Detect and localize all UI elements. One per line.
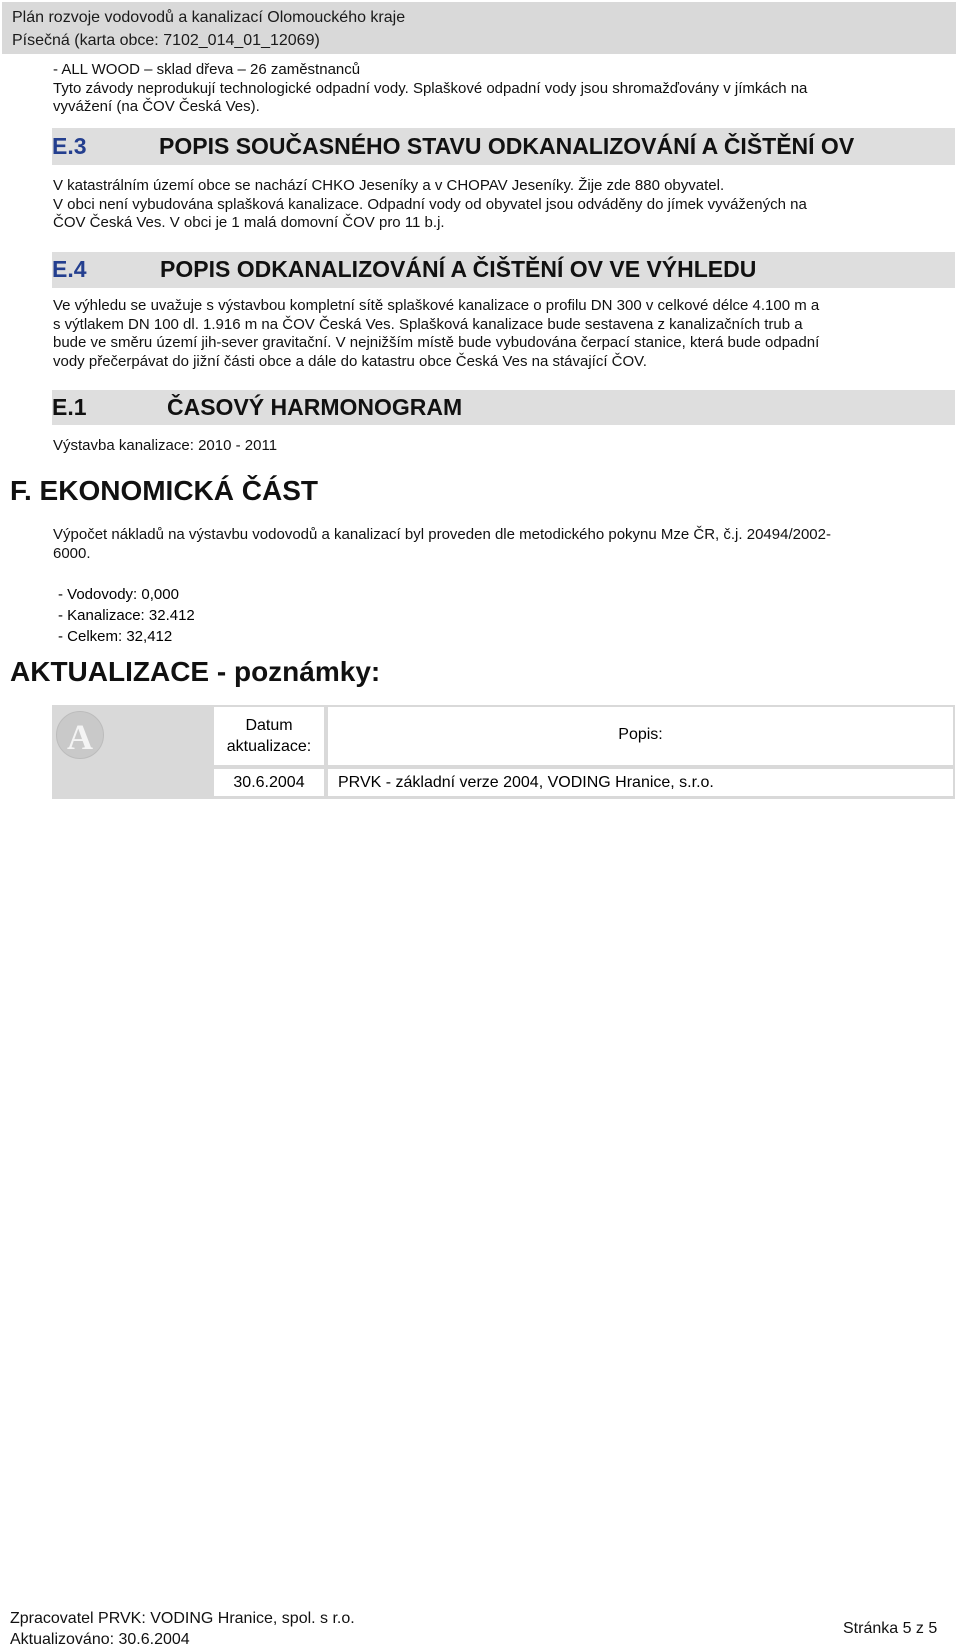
text-line: 6000. bbox=[53, 544, 91, 562]
page-header bbox=[2, 2, 956, 54]
text-line: ČOV Česká Ves. V obci je 1 malá domovní ČOV pro 11 b.j. bbox=[53, 214, 445, 231]
description-cell bbox=[328, 769, 953, 796]
date-cell: 30.6.2004 bbox=[214, 769, 324, 796]
intro-paragraph bbox=[53, 61, 807, 117]
text-line: - ALL WOOD – sklad dřeva – 26 zaměstnanců bbox=[53, 61, 361, 78]
date-header-line: Datum bbox=[245, 717, 293, 734]
section-title: ČASOVÝ HARMONOGRAM bbox=[167, 394, 463, 420]
list-item: - Celkem: 32,412 bbox=[58, 628, 173, 645]
text-line: Ve výhledu se uvažuje s výstavbou kompletní sítě splaškové kanalizace o profilu DN 300 v celkové délce 4.100 m a bbox=[53, 297, 820, 314]
description-text: PRVK - základní verze 2004, VODING Hranice, s.r.o. bbox=[338, 774, 714, 791]
section-e3-body bbox=[53, 177, 807, 233]
section-e1-heading bbox=[52, 390, 955, 425]
text-line: Výpočet nákladů na výstavbu vodovodů a kanalizací byl proveden dle metodického pokynu Mze ČR, č.j. 20494/2002- bbox=[53, 526, 831, 543]
section-e3-heading bbox=[52, 128, 955, 165]
logo-letter: A bbox=[67, 717, 93, 757]
section-f-body bbox=[53, 526, 831, 563]
list-item: - Vodovody: 0,000 bbox=[58, 586, 179, 603]
footer-updated: Aktualizováno: 30.6.2004 bbox=[10, 1631, 190, 1648]
text-line: bude ve směru území jih-sever gravitační. V nejnižším místě bude vybudována čerpací stanice, která bude odpadní bbox=[53, 334, 820, 351]
updates-title: AKTUALIZACE - poznámky: bbox=[10, 656, 381, 687]
section-number: E.4 bbox=[52, 256, 87, 282]
header-subtitle: Písečná (karta obce: 7102_014_01_12069) bbox=[12, 32, 320, 49]
date-header-line: aktualizace: bbox=[226, 738, 312, 755]
header-title: Plán rozvoje vodovodů a kanalizací Olomouckého kraje bbox=[12, 9, 406, 26]
section-number: E.3 bbox=[52, 133, 87, 159]
text-line: V katastrálním území obce se nachází CHKO Jeseníky a v CHOPAV Jeseníky. Žije zde 880 obyvatel. bbox=[53, 177, 725, 194]
section-e1-body bbox=[53, 437, 277, 456]
text-line: vody přečerpávat do jižní části obce a dále do katastru obce Česká Ves na stávající ČOV. bbox=[53, 352, 647, 370]
section-title: POPIS SOUČASNÉHO STAVU ODKANALIZOVÁNÍ A ČIŠTĚNÍ OV bbox=[159, 133, 855, 159]
section-title: POPIS ODKANALIZOVÁNÍ A ČIŠTĚNÍ OV VE VÝHLEDU bbox=[160, 256, 757, 282]
text-line: s výtlakem DN 100 dl. 1.916 m na ČOV Česká Ves. Splašková kanalizace bude sestavena z kanalizačních trub a bbox=[53, 315, 803, 333]
section-f-title: F. EKONOMICKÁ ČÁST bbox=[10, 475, 318, 506]
section-number: E.1 bbox=[52, 394, 87, 420]
description-header-label: Popis: bbox=[618, 726, 663, 743]
text-line: vyvážení (na ČOV Česká Ves). bbox=[53, 98, 260, 115]
section-e4-body bbox=[53, 297, 819, 371]
text-line: Výstavba kanalizace: 2010 - 2011 bbox=[53, 437, 278, 454]
page-number: Stránka 5 z 5 bbox=[843, 1620, 938, 1637]
date-column-header bbox=[214, 707, 324, 765]
updates-table-header bbox=[52, 705, 955, 767]
text-line: V obci není vybudována splašková kanalizace. Odpadní vody od obyvatel jsou odváděny do jímek vyvážených na bbox=[53, 195, 807, 213]
description-column-header bbox=[328, 707, 953, 765]
update-logo-icon bbox=[56, 711, 104, 759]
cost-list bbox=[58, 584, 195, 647]
text-line: Tyto závody neprodukují technologické odpadní vody. Splaškové odpadní vody jsou shromažďovány v jímkách na bbox=[53, 79, 808, 97]
logo-cell bbox=[52, 705, 108, 767]
list-item: - Kanalizace: 32.412 bbox=[58, 607, 195, 624]
footer-author: Zpracovatel PRVK: VODING Hranice, spol. s r.o. bbox=[10, 1610, 355, 1627]
table-row bbox=[52, 767, 955, 799]
section-e4-heading bbox=[52, 252, 955, 288]
